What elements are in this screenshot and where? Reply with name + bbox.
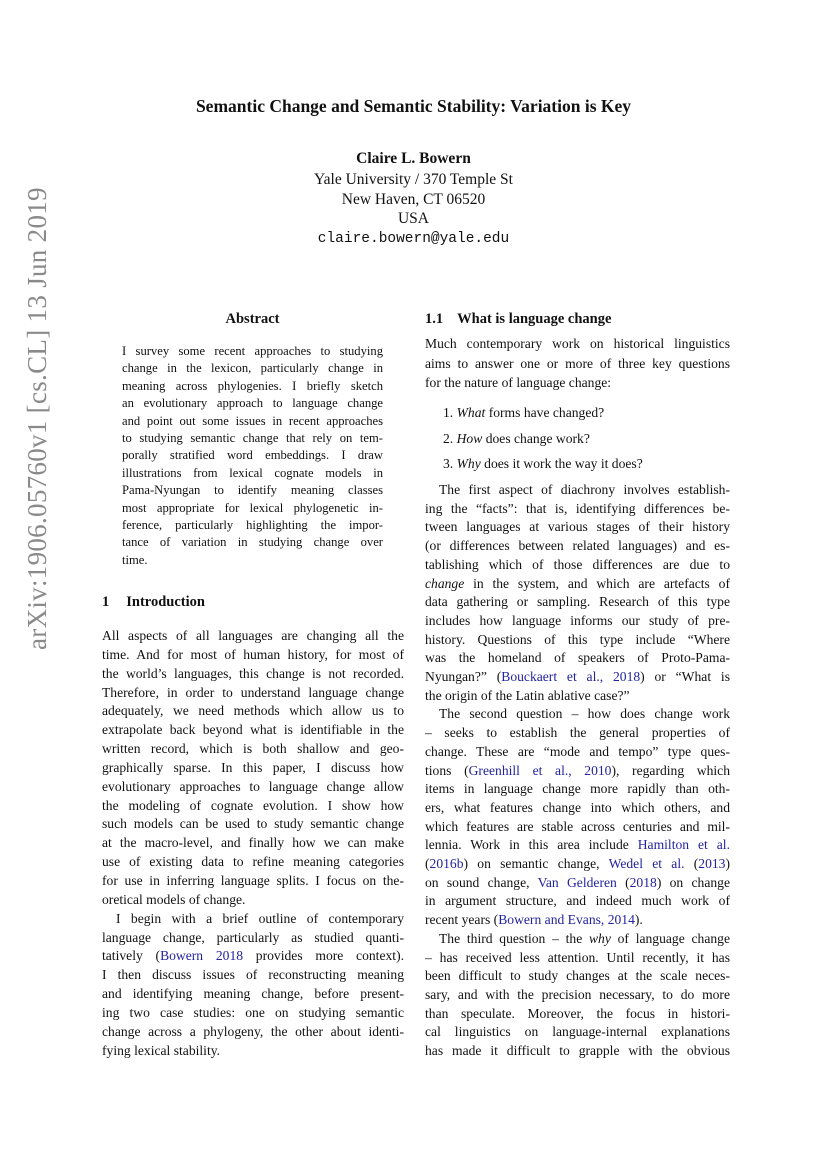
section-title: Introduction [126,594,205,610]
text-line: The second question – how does change work [439,706,730,722]
text-line: language change, particularly as studied quanti- [102,929,404,945]
text-line: data gathering or sampling. Research of this type [425,594,730,610]
paragraph [425,705,730,929]
author-country: USA [397,210,429,227]
introduction-body [102,627,404,1060]
text-segment: ) [725,856,730,872]
citation-link[interactable]: Bouckaert et al., 2018 [501,669,641,685]
text-line: includes how language informs our study of pre- [425,612,730,628]
text-segment: ) or “What is [640,669,731,685]
item-number: 3. [443,456,454,471]
text-line: sary, and with the precision necessary, to do more [425,986,730,1002]
text-line: I then discuss issues of reconstructing meaning [102,967,404,983]
questions-list [427,404,727,481]
text-line: ference, particularly highlighting the impor- [122,518,383,533]
text-line: and point out some issues in recent approaches [122,413,383,428]
text-line [425,762,730,781]
section-number: 1.1 [425,311,444,327]
text-line [425,836,730,855]
text-line: change. These are “mode and tempo” type ques- [425,743,730,759]
citation-link[interactable]: 2013 [698,856,726,872]
section-1-1-intro [425,334,730,393]
item-text: does change work? [482,430,590,446]
text-line: adequately, we need methods which allow us to [102,703,404,719]
citation-link[interactable]: Bowern 2018 [160,948,244,964]
text-line: evolutionary approaches to language change allow [102,778,404,794]
section-heading-introduction [102,594,205,611]
text-line: The first aspect of diachrony involves establish- [439,482,730,497]
text-segment: ( [684,856,699,872]
text-line [102,947,404,966]
text-line: All aspects of all languages are changing all the [102,628,404,643]
text-line: in argument structure, and indeed much work of [425,893,730,909]
text-line: for use in inferring language splits. I focus on the- [102,872,404,888]
citation-link[interactable]: Hamilton et al. [637,837,730,853]
text-segment: lennia. Work in this area include [425,837,638,853]
paper-title: Semantic Change and Semantic Stability: Variation is Key [195,96,632,116]
text-segment: tions ( [425,762,469,778]
citation-link[interactable]: 2016b [429,856,464,872]
text-line [425,930,730,949]
text-line: tance of variation in studying change over [122,535,383,550]
text-line: use of existing data to refine meaning categories [102,854,404,870]
text-segment: The third question – the [439,930,589,946]
emphasis-text: How [456,430,483,446]
item-text: does it work the way it does? [480,456,643,471]
paragraph [102,627,404,910]
question-item [427,455,727,481]
author-affiliation: Yale University / 370 Temple St [314,171,513,188]
abstract-heading: Abstract [225,311,280,327]
text-line [425,911,730,930]
text-line: and identifying meaning change, before present- [102,986,404,1002]
text-line: ers, what features change into which others, and [425,799,730,815]
paragraph [425,930,730,1061]
text-line: Pama-Nyungan to identify meaning classes [122,483,383,498]
text-line: – has received less attention. Until recently, it has [425,949,730,965]
text-segment: on sound change, [425,874,538,890]
question-item [427,430,727,456]
section-title: What is language change [457,311,612,327]
citation-link[interactable]: 2018 [629,874,657,890]
text-line: history. Questions of this type include “Where [425,631,730,647]
text-line: been difficult to study changes at the scale neces- [425,968,730,984]
text-line: such models can be used to study semantic change [102,816,404,832]
text-segment: ) on semantic change, [463,856,609,872]
text-line: the origin of the Latin ablative case?” [425,687,630,703]
abstract-body [122,343,383,569]
item-number: 2. [443,430,454,446]
text-line: I begin with a brief outline of contemporary [116,910,404,926]
text-line: ing two case studies: one on studying semantic [102,1004,404,1020]
author-email[interactable]: claire.bowern@yale.edu [317,231,510,247]
text-line: – seeks to establish the general properties of [425,725,730,741]
item-text: forms have changed? [485,405,605,420]
text-segment: Nyungan?” ( [425,669,502,685]
text-line: change across a phylogeny, the other about identi- [102,1023,404,1039]
emphasis-text: change [425,575,465,591]
emphasis-text: What [456,405,486,420]
text-line: extrapolate back beyond what is identifiable in the [102,722,404,738]
emphasis-text: why [588,930,611,946]
paragraph [425,481,730,705]
text-line: I survey some recent approaches to studying [122,344,383,358]
text-line: illustrations from lexical cognate models in [122,465,383,480]
text-line: tween languages at various stages of their history [425,519,730,535]
text-line: aims to answer one or more of three key questions [425,355,730,371]
text-line: has made it difficult to grapple with the obvious [425,1043,730,1059]
text-line: time. [122,552,148,567]
text-line: graphically sparse. In this paper, I discuss how [102,759,404,775]
text-segment: tatively ( [102,948,161,964]
text-line [425,874,730,893]
text-line: written record, which is both shallow and geo- [102,741,404,757]
paragraph [102,910,404,1061]
citation-link[interactable]: Greenhill et al., 2010 [468,762,612,778]
text-segment: recent years ( [425,912,499,928]
item-number: 1. [443,405,454,420]
text-segment: of language change [610,930,730,946]
text-line: to studying semantic change that rely on tem- [122,431,383,446]
text-line [425,575,730,594]
text-line: the world’s languages, this change is not recorded. [102,665,404,681]
text-line: oretical models of change. [102,891,246,907]
text-line: than speculate. Moreover, the focus in histori- [425,1005,730,1021]
text-segment: ). [634,912,643,928]
text-line: most appropriate for lexical phylogenetic in- [122,500,383,515]
text-line: time. And for most of human history, for most of [102,646,404,662]
text-line: was the homeland of speakers of Proto-Pama- [425,650,730,666]
text-line: tablishing which of those differences are due to [425,556,730,572]
text-segment: ( [616,874,630,890]
text-line: meaning across phylogenies. I briefly sketch [122,378,383,393]
text-line: the modeling of cognate evolution. I show how [102,797,404,813]
text-line: which features are stable across centuries and mil- [425,818,730,834]
text-line: Therefore, in order to understand language change [102,684,404,700]
text-line: fying lexical stability. [102,1042,221,1058]
text-line: Much contemporary work on historical linguistics [425,336,730,351]
question-item [427,404,727,430]
section-1-1-body [425,481,730,1061]
text-line: cal linguistics on language-internal explanations [425,1024,730,1040]
emphasis-text: Why [456,456,481,471]
text-segment: ( [425,856,430,872]
text-line [425,668,730,687]
citation-link[interactable]: Van Gelderen [537,874,617,890]
text-line: items in language change more rapidly than oth- [425,781,730,797]
text-line: ing the “facts”: that is, identifying differences be- [425,500,730,516]
author-city: New Haven, CT 06520 [341,191,486,208]
text-segment: provides more context). [243,948,404,964]
text-line: porally stratified word embeddings. I draw [122,448,383,463]
citation-link[interactable]: Wedel et al. [608,856,685,872]
text-line: an evolutionary approach to language change [122,396,383,411]
section-number: 1 [102,594,110,610]
text-line [425,855,730,874]
text-segment: ) on change [656,874,730,890]
text-line: for the nature of language change: [425,375,612,390]
text-line: change in the lexicon, particularly change in [122,361,383,376]
text-line: (or differences between related languages) and es- [425,538,730,554]
text-segment: ), regarding which [611,762,730,778]
section-heading-1-1 [425,311,611,328]
arxiv-watermark: arXiv:1906.05760v1 [cs.CL] 13 Jun 2019 [22,187,52,650]
text-line: at the macro-level, and finally how we can make [102,835,404,851]
text-segment: in the system, and which are artefacts of [464,575,730,591]
author-name: Claire L. Bowern [356,150,471,167]
citation-link[interactable]: Bowern and Evans, 2014 [498,912,635,928]
